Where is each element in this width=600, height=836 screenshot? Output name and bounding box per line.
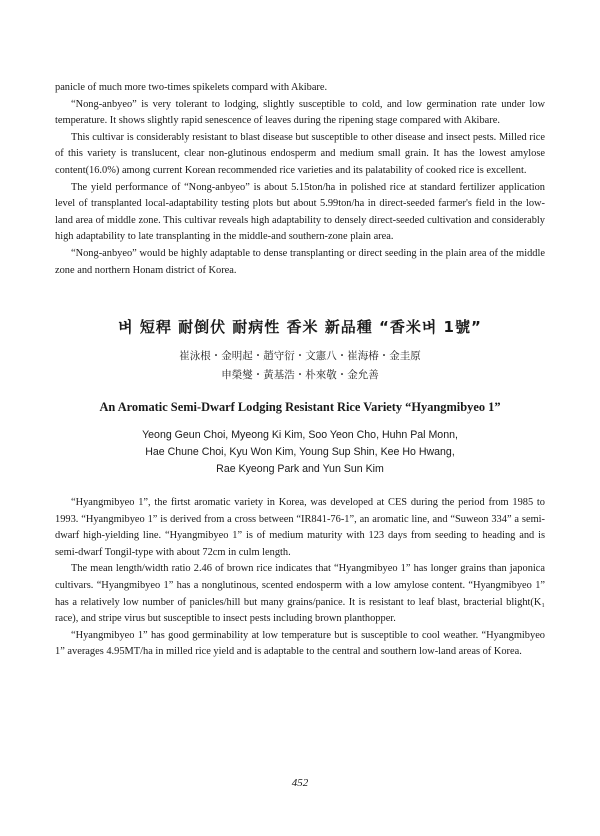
english-authors-line: Hae Chune Choi, Kyu Won Kim, Young Sup Shin, Kee Ho Hwang, xyxy=(145,446,455,458)
paragraph: “Nong-anbyeo” is very tolerant to lodging, slightly susceptible to cold, and low germination rate under low temperature. It shows slightly rapid senescence of leaves during the ripening stage compared with Akibare. xyxy=(55,98,545,127)
korean-authors-line: 申榮燮・黃基浩・朴來敬・金允善 xyxy=(221,369,379,381)
paragraph: “Nong-anbyeo” would be highly adaptable to dense transplanting or direct seeding in the plain area of the middle zone and northern Honam district of Korea. xyxy=(55,247,545,276)
paragraph: The yield performance of “Nong-anbyeo” is about 5.15ton/ha in polished rice at standard fertilizer application level of transplanted local-adaptability testing plots but about 5.99ton/ha in direct-seeded farmer's field in the low-land area of middle zone. This cultivar reveals high adaptability to densely direct-seeded cultivation and considerably high adaptability to late transplanting in the middle-and southern-zone plain area. xyxy=(55,181,545,243)
page-number: 452 xyxy=(291,777,309,789)
paragraph: The mean length/width ratio 2.46 of brown rice indicates that “Hyangmibyeo 1” has longer grains than japonica cultivars. “Hyangmibyeo 1” has a nonglutinous, scented endosperm with a low amylose content. “Hyangmibyeo 1” has a relatively low number of panicles/hill but many grains/panice. It is resistant to leaf blast, bracterial blight(K₁ race), and stripe virus but susceptible to insect pests including brown planthopper. xyxy=(55,563,545,625)
paragraph: This cultivar is considerably resistant to blast disease but susceptible to other disease and insect pests. Milled rice of this variety is translucent, clear non-glutinous endosperm and medium small grain. It has the lowest amylose content(16.0%) among current Korean recommended rice varieties and its palatability of cooked rice is excellent. xyxy=(55,131,545,176)
korean-authors-line: 崔泳根・金明起・趙守衍・文憲八・崔海椿・金圭原 xyxy=(179,350,421,362)
english-authors-line: Yeong Geun Choi, Myeong Ki Kim, Soo Yeon Cho, Huhn Pal Monn, xyxy=(142,429,458,441)
paragraph: “Hyangmibyeo 1”, the firtst aromatic variety in Korea, was developed at CES during the period from 1985 to 1993. “Hyangmibyeo 1” is derived from a cross between “IR841-76-1”, an aromatic line, and “Suweon 334” a semi-dwarf high-yielding line. “Hyangmibyeo 1” is of medium maturity with 123 days from seeding to heading and is semi-dwarf Tongil-type with about 72cm in culm length. xyxy=(55,497,545,558)
english-title: An Aromatic Semi-Dwarf Lodging Resistant Rice Variety “Hyangmibyeo 1” xyxy=(99,400,501,414)
top-text-section xyxy=(55,80,545,279)
paragraph: panicle of much more two-times spikelets compard with Akibare. xyxy=(55,82,328,93)
abstract-section xyxy=(55,495,545,661)
korean-title: 벼 短稈 耐倒伏 耐病性 香米 新品種 “香米벼 1號” xyxy=(118,318,482,336)
english-authors-line: Rae Kyeong Park and Yun Sun Kim xyxy=(216,463,384,475)
paragraph: “Hyangmibyeo 1” has good germinability at low temperature but is susceptible to cool weather. “Hyangmibyeo 1” averages 4.95MT/ha in milled rice yield and is adaptable to the central and southern low-land areas of Korea. xyxy=(55,629,545,658)
